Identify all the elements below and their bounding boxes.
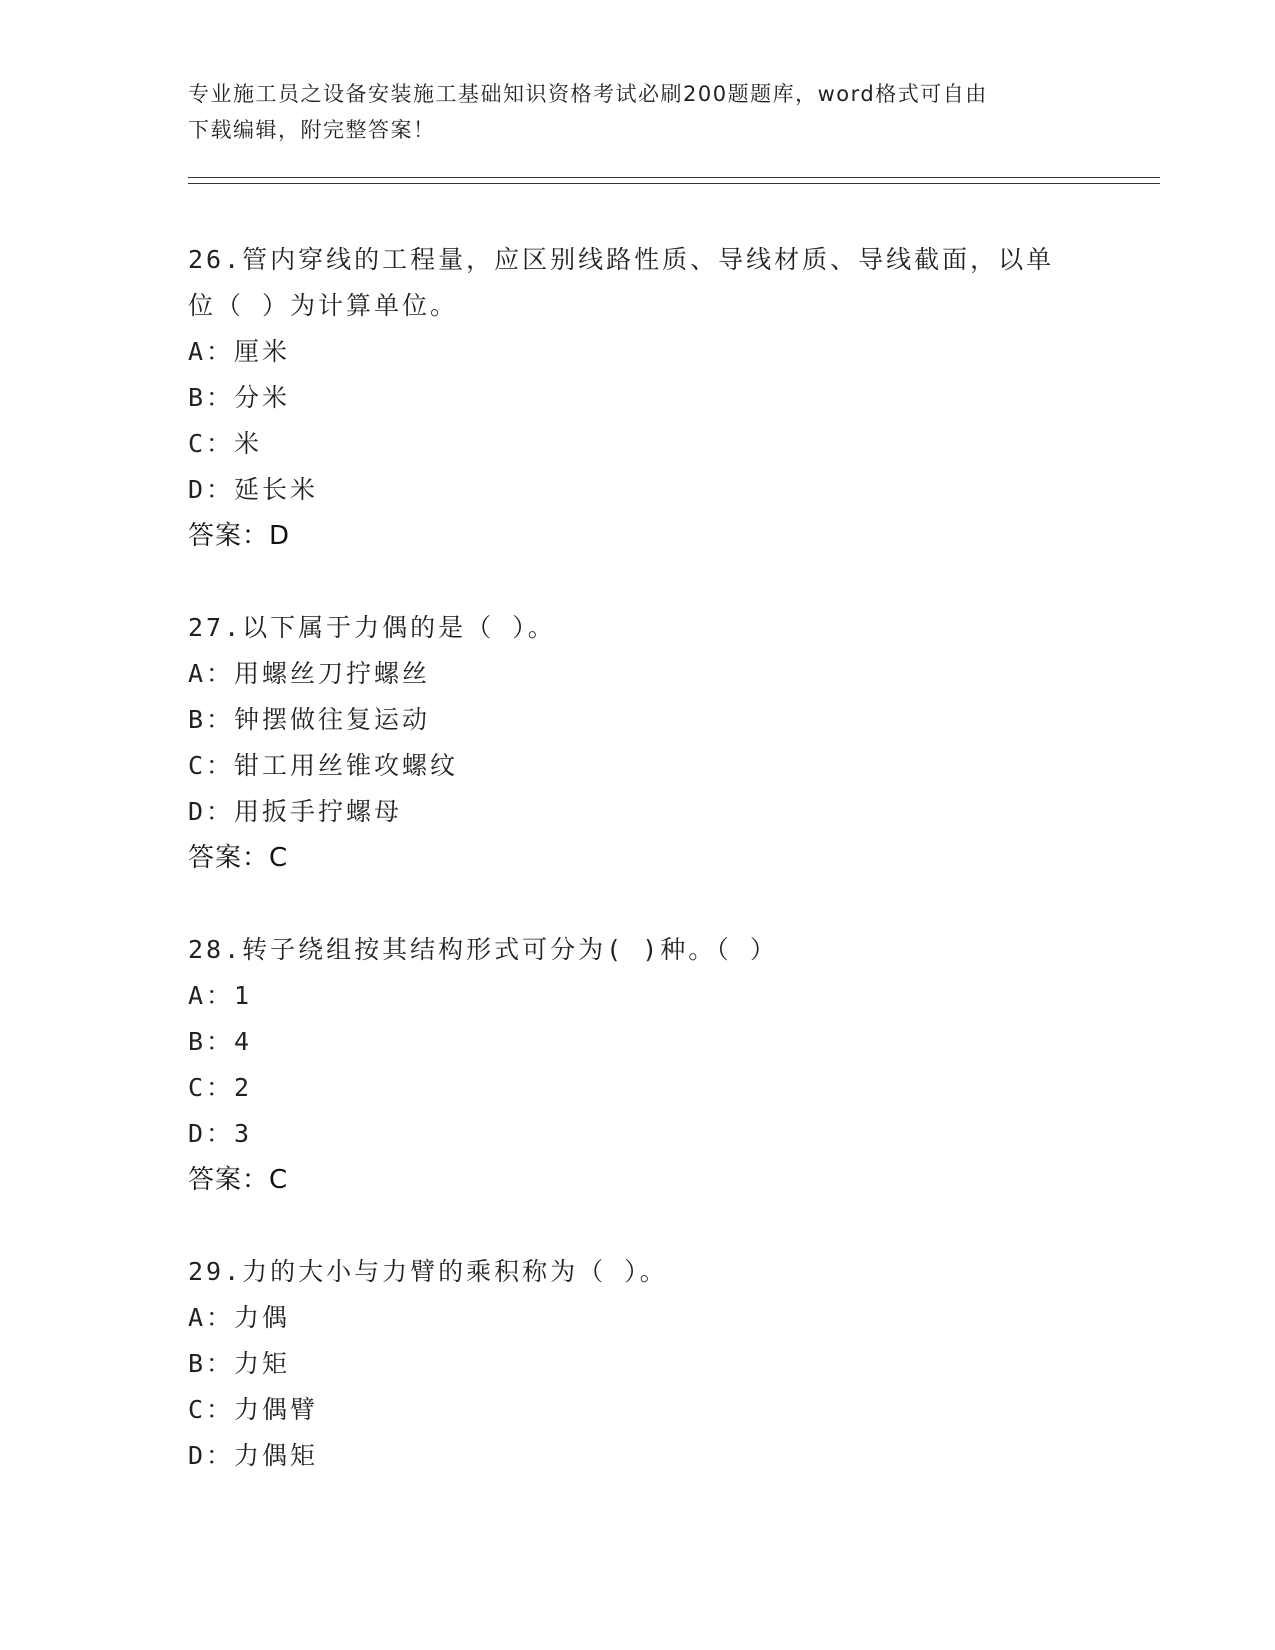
question-stem-line: 28.转子绕组按其结构形式可分为( )种。（ ） [188,935,778,964]
answer-value: D [269,521,291,551]
option-a: A：力偶 [188,1303,291,1332]
question-26 [188,237,1088,559]
option-a: A：厘米 [188,337,291,366]
answer [188,513,1088,559]
question-29 [188,1249,1088,1479]
option-b: B：4 [188,1027,253,1056]
answer [188,1157,1088,1203]
question-spacer [188,559,1088,605]
option-d: D：3 [188,1119,253,1148]
answer-label: 答案： [188,1165,270,1195]
option-c: C：2 [188,1073,253,1102]
option-a: A：1 [188,981,253,1010]
question-stem-line: 29.力的大小与力臂的乘积称为（ ）。 [188,1257,668,1286]
question-spacer [188,1203,1088,1249]
question-stem-line: 26.管内穿线的工程量，应区别线路性质、导线材质、导线截面，以单 [188,245,1055,274]
option-b: B：钟摆做往复运动 [188,705,431,734]
option-d: D：延长米 [188,475,319,504]
option-b: B：分米 [188,383,291,412]
answer [188,835,1088,881]
option-b: B：力矩 [188,1349,291,1378]
option-c: C：米 [188,429,263,458]
question-28 [188,927,1088,1203]
question-stem-line: 27.以下属于力偶的是（ ）。 [188,613,556,642]
option-d: D：力偶矩 [188,1441,319,1470]
question-stem-line: 位（ ）为计算单位。 [188,291,459,320]
answer-label: 答案： [188,521,270,551]
option-a: A：用螺丝刀拧螺丝 [188,659,431,688]
header-line-2: 下载编辑，附完整答案！ [188,118,436,142]
answer-label: 答案： [188,843,270,873]
question-list [188,237,1088,1479]
header-divider-top [188,177,1160,178]
question-27 [188,605,1088,881]
option-c: C：力偶臂 [188,1395,319,1424]
answer-value: C [269,1165,289,1195]
option-d: D：用扳手拧螺母 [188,797,403,826]
option-c: C：钳工用丝锥攻螺纹 [188,751,459,780]
question-spacer [188,881,1088,927]
answer-value: C [269,843,289,873]
header-line-1: 专业施工员之设备安装施工基础知识资格考试必刷200题题库，word格式可自由 [188,82,988,106]
header-divider-bottom [188,183,1160,184]
document-header [188,76,1088,148]
